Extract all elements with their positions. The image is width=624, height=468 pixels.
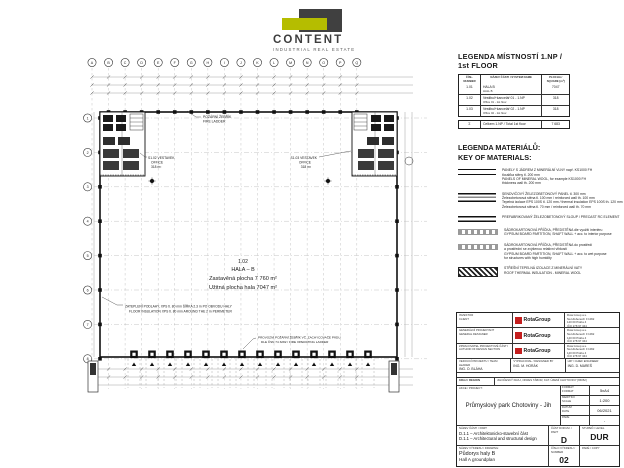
copy-label: PARÉ / COPY [582, 445, 600, 450]
field-label-cz: DATUM [562, 405, 572, 410]
field-label [561, 416, 590, 425]
room-name-cz: Vestibul+kancelář 01 - 1.NP [482, 96, 525, 101]
office-right-label [291, 151, 351, 169]
insulation-note-cz: ZATEPLENÍ PODLAHY, XPS tl. 80 mm ŠÍŘKA 2.3 m PO OBVODU HALY [125, 304, 232, 309]
field-label-cz: MĚŘÍTKO [562, 395, 575, 400]
roof-swatch-icon [458, 267, 498, 277]
material-lines [504, 266, 582, 275]
svg-text:P: P [339, 61, 342, 65]
office-block-right [352, 112, 397, 176]
room-legend-title: LEGENDA MÍSTNOSTÍ 1.NP / 1st FLOOR [458, 52, 563, 70]
party-role-en: CLIENT [459, 316, 469, 321]
field-row [561, 396, 619, 406]
rotagroup-square-icon [515, 332, 522, 339]
material-line: Železobetonová stěna tl. 100 mm / reinforced wall th. 100 mm [502, 196, 595, 201]
material-line: tloušťka stěny tl. 200 mm [502, 172, 540, 177]
person-cell [511, 359, 565, 372]
svg-text:F: F [173, 61, 176, 65]
room-name-cz: Vestibul+kancelář 02 - 1.NP [482, 107, 525, 112]
field-row [561, 416, 619, 425]
room-legend-total [458, 120, 570, 128]
svg-text:I: I [223, 61, 225, 65]
party-address-line: Na Hřebenech II 1062 [567, 347, 595, 352]
material-line: PANELS OF MINERAL WOOL, for example KS1000 FH [502, 176, 587, 181]
person-name: ING. M. HORÁK [513, 363, 539, 368]
party-row [457, 344, 619, 359]
office-left-line2: OFFICE [151, 160, 164, 165]
hall-center-label [209, 259, 277, 291]
svg-text:7: 7 [86, 322, 89, 327]
svg-text:M: M [289, 61, 293, 65]
material-line: STŘEŠNÍ TEPELNÁ IZOLACE Z MINERÁLNÍ VATY [504, 266, 583, 271]
level-value: DUR [590, 431, 609, 442]
material-line: a prostřední se zvýšenou relativní vlhkostí [504, 247, 568, 252]
room-name-cz: HALA B [482, 85, 495, 90]
svg-text:O: O [322, 61, 326, 65]
number-label: ČÍSLO VÝKRESU / NUMBER [551, 445, 576, 454]
gypsum-swatch-icon [458, 244, 498, 250]
party-address [565, 328, 619, 342]
room-number: 1.03 [466, 107, 473, 112]
titleblock-project [457, 386, 619, 426]
party-role-en: AUTHOR OF DESIGN SECTION [459, 347, 501, 352]
region-label: KRAJ / REGION [457, 378, 495, 385]
party-role [457, 328, 513, 342]
room-number: 1.02 [466, 96, 473, 101]
room-area: 318 [541, 95, 569, 105]
room-row [459, 105, 569, 116]
field-row [561, 406, 619, 416]
hall-usable-area: Užitná plocha hala 7047 m² [208, 285, 278, 291]
materials-title-en: KEY OF MATERIALS: [458, 152, 532, 162]
panel-swatch-icon [458, 169, 496, 175]
party-address-line: Na Hřebenech II 1062 [567, 316, 595, 321]
svg-text:K: K [256, 61, 259, 65]
material-line: ROOF THERMAL INSULATION - MINERAL WOOL [504, 270, 582, 275]
party-address-line: Rota Group a.s. [567, 313, 587, 317]
party-role-cz: GENERÁLNÍ PROJEKTANT [459, 328, 495, 333]
field-label-en: DATE [562, 409, 570, 414]
room-number: 1.01 [466, 85, 473, 90]
party-role-cz: ZPRACOVATEL PROJEKTOVÉ ČÁSTI [459, 343, 508, 348]
office-left-line3: 318 m² [151, 165, 162, 169]
rotagroup-logo-icon [515, 317, 562, 324]
material-line: PREFABRIKOVANÝ ŽELEZOBETONOVÝ SLOUP / PRECAST RC ELEMENT [502, 215, 620, 220]
room-legend-table [458, 74, 570, 117]
material-lines [502, 215, 620, 219]
materials-items [458, 168, 623, 277]
field-label-cz: FORMÁT [562, 385, 574, 390]
titleblock-drawing [457, 446, 619, 467]
material-lines [504, 228, 612, 237]
party-address [565, 344, 619, 358]
titleblock-fields [561, 386, 619, 425]
party-address-line: IČO 278 97 344 [567, 339, 587, 343]
field-label-en: SCALE [562, 399, 572, 404]
svg-text:2: 2 [86, 150, 89, 155]
person-name: ING. O. BLÁHA [459, 367, 483, 372]
hall-number: 1.02 [238, 259, 248, 265]
party-role [457, 313, 513, 327]
person-label: HIP / CHIEF ENGINEER [567, 358, 599, 363]
level-label: STUPEŇ / LEVEL [582, 425, 605, 430]
part-label: NÁZEV ČÁSTI / PART: [459, 425, 488, 430]
rotagroup-square-icon [515, 317, 522, 324]
party-role-cz: INVESTOR [459, 313, 474, 317]
material-line: GYPSUM BOARD PARTITION, SHAFT WALL + acc. to interior purpose [504, 232, 612, 237]
total-sigma: Σ [468, 122, 471, 127]
svg-text:Q: Q [355, 61, 359, 65]
material-line: SENDVIČOVÝ ŽELEZOBETONOVÝ PANEL tl. 300 mm [502, 191, 586, 196]
ladder-note-cz: PROVOZNÍ POŽÁRNÍ ŽEBŘÍK VČ. ZACHYCOVAČE PÁDU [258, 335, 341, 340]
number-value: 02 [559, 455, 569, 466]
party-logo [513, 344, 565, 358]
gypsum-swatch-icon [458, 229, 498, 235]
col-area: PLOCHA / SQUARE [m²] [541, 75, 569, 84]
ladder-note-en: DLE ČSN 74 3282 / FIRE OPERATING LADDER [261, 340, 329, 344]
rotagroup-name: RotaGroup [523, 347, 551, 354]
drawing-label: NÁZEV VÝKRESU / DRAWING: [459, 445, 499, 450]
room-name [480, 106, 541, 116]
party-address-line: Na Hřebenech II 1062 [567, 331, 595, 336]
rotagroup-name: RotaGroup [523, 317, 551, 324]
svg-text:N: N [305, 61, 309, 65]
rotagroup-square-icon [515, 348, 522, 355]
col-number: ČÍSL. NUMBER [463, 75, 476, 83]
drawing-name-en: Hall A groundplan [459, 456, 496, 462]
party-address [565, 313, 619, 327]
office-right-line2: OFFICE [298, 160, 311, 165]
total-name: Celkem 1.NP / Total 1st floor [480, 121, 541, 127]
person-cell [457, 359, 511, 372]
office-right-line1: S1.03 VESTAVEK [290, 156, 317, 160]
titleblock-parties [457, 313, 619, 359]
material-line: SÁDROKARTONOVÁ PŘÍČKA, PŘEDSTĚNA do prostředí [504, 242, 593, 247]
svg-text:3: 3 [86, 185, 89, 190]
content-logo-mark-icon [273, 8, 359, 33]
party-logo [513, 313, 565, 327]
svg-text:5: 5 [86, 254, 89, 258]
material-item [458, 266, 623, 277]
room-area: 318 [541, 106, 569, 116]
party-address-line: Rota Group a.s. [567, 328, 587, 333]
field-value: 1:200 [599, 397, 610, 403]
party-row [457, 328, 619, 343]
operating-ladder-note [243, 335, 340, 350]
titleblock-part [457, 426, 619, 446]
field-label [561, 406, 590, 415]
svg-text:G: G [189, 61, 193, 65]
party-address-line: 140 00 Praha 4 [567, 350, 587, 355]
material-line: thickness wall th. 200 mm [502, 181, 541, 186]
rotagroup-logo-icon [515, 348, 562, 355]
material-lines [502, 168, 592, 185]
room-area: 7047 [541, 84, 569, 94]
person-cell [566, 359, 619, 372]
svg-text:1: 1 [86, 116, 89, 121]
col-name: NÁZEV ČÁSTI / SYSTEM NAME [480, 75, 541, 84]
titleblock-people [457, 359, 619, 373]
room-name-en: HALL B [482, 88, 493, 93]
party-address-line: IČO 278 97 344 [567, 323, 587, 328]
doc-value: D [560, 435, 568, 445]
svg-text:E: E [156, 61, 160, 65]
person-label: VEDOUCÍ PROJEKTU / TEAM LEADER [459, 358, 498, 367]
svg-text:H: H [206, 61, 210, 65]
party-role-en: GENERAL DESIGNER [459, 331, 488, 336]
insulation-note-en: FLOOR INSULATION XPS tl. 80 mm AROUND THE 2 m PERIMETER [129, 309, 232, 314]
svg-text:4: 4 [86, 219, 89, 224]
plan-grid-generated [84, 58, 428, 389]
material-line: Tepelná izolace EPS 100S tl. 120 mm / thermal insulation EPS 100S th. 120 mm [502, 200, 623, 205]
room-name-en: Office 01 - 1st floor [482, 99, 507, 104]
logo-title: CONTENT [273, 34, 344, 46]
rotagroup-name: RotaGroup [523, 332, 551, 339]
drawing-name-cz: Půdorys haly B [459, 450, 496, 457]
floor-plan [83, 53, 455, 400]
room-legend-header [459, 75, 569, 84]
svg-text:8: 8 [86, 357, 89, 362]
room-legend-rows [459, 84, 569, 116]
material-item [458, 192, 623, 209]
svg-text:6: 6 [86, 288, 89, 293]
content-logo [273, 8, 359, 52]
material-line: PANELY S JÁDREM Z MINERÁLNÍ VLNY např. KS1000 FH [502, 168, 593, 173]
person-name: ING. D. MAREŠ [567, 363, 592, 368]
material-item [458, 215, 623, 222]
logo-subtitle: INDUSTRIAL REAL ESTATE [273, 46, 356, 52]
room-name [480, 95, 541, 105]
room-name [480, 84, 541, 94]
party-role [457, 344, 513, 358]
region-value: JIHOČESKÝ KRAJ, OKRES TÁBOR, KAT. ÚZEMÍ CHOTOVINY [65052] [497, 377, 587, 382]
material-lines [502, 192, 623, 209]
materials-legend [458, 143, 623, 277]
party-address-line: 140 00 Praha 4 [567, 320, 587, 325]
logo-lime-rect [282, 18, 327, 30]
person-label: VYPRACOVAL / DESIGNED BY [513, 358, 554, 363]
svg-text:J: J [240, 61, 242, 65]
title-block [456, 312, 620, 467]
material-lines [504, 243, 607, 260]
field-label-cz: PARÉ [562, 415, 570, 420]
project-label: AKCE / PROJECT: [459, 385, 483, 390]
material-line: for structures with high humidity [504, 255, 552, 260]
survey-marker-icon [149, 178, 332, 185]
office-right-line3: 318 m² [300, 165, 311, 169]
party-address-line: 140 00 Praha 4 [567, 335, 587, 340]
total-area: 7 683 [541, 121, 569, 127]
field-label [561, 386, 590, 395]
office-left-line1: S1.02 VESTAVEK [148, 156, 175, 160]
doc-label: ČÁST DOKUM. / PART [551, 425, 572, 434]
svg-text:B: B [107, 61, 110, 65]
room-row [459, 84, 569, 94]
party-address-line: Rota Group a.s. [567, 343, 587, 348]
office-block-left [100, 112, 145, 176]
material-line: GYPSUM BOARD PARTITION, SHAFT WALL + acc. to wet purpose [504, 251, 607, 256]
material-item [458, 168, 623, 185]
hall-area: Zastavěná plocha 7 760 m² [209, 276, 277, 282]
svg-text:L: L [273, 61, 276, 65]
precast-swatch-icon [458, 216, 496, 222]
part-cz: D.1.1 – Architektonicko-stavební část [459, 430, 528, 436]
party-logo [513, 328, 565, 342]
titleblock-region [457, 378, 619, 386]
material-item [458, 228, 623, 237]
field-value: - [603, 417, 606, 423]
fire-ladder-text-en: FIRE LADDER [203, 119, 226, 124]
field-label [561, 396, 590, 405]
party-row [457, 313, 619, 328]
room-row [459, 94, 569, 105]
insulation-note [102, 297, 233, 313]
party-address-line: IČO 278 97 344 [567, 354, 587, 358]
part-en: D.1.1 – Architectural and structural design [459, 435, 537, 441]
field-value: 5xA4 [599, 387, 610, 393]
sandwich-swatch-icon [458, 193, 496, 202]
materials-title-cz: LEGENDA MATERIÁLŮ: [458, 143, 541, 152]
fire-ladder-text-cz: POŽÁRNÍ ŽEBŘÍK [203, 115, 232, 119]
material-line: SÁDROKARTONOVÁ PŘÍČKA, PŘEDSTĚNA dle využití interiéru [504, 228, 603, 233]
material-item [458, 243, 623, 260]
hall-name: HALA – B [231, 267, 255, 273]
room-legend [458, 52, 570, 129]
field-label-en: FORMAT [562, 389, 574, 394]
svg-text:A: A [90, 61, 94, 65]
svg-text:C: C [123, 61, 127, 65]
project-name: Průmyslový park Chotoviny - Jih [465, 402, 552, 409]
svg-text:D: D [140, 61, 143, 65]
material-line: Železobetonová stěna tl. 70 mm / reinforced wall th. 70 mm [502, 204, 591, 209]
room-name-en: Office 02 - 1st floor [482, 110, 507, 115]
field-value: 06/2021 [597, 407, 612, 413]
rotagroup-logo-icon [515, 332, 562, 339]
